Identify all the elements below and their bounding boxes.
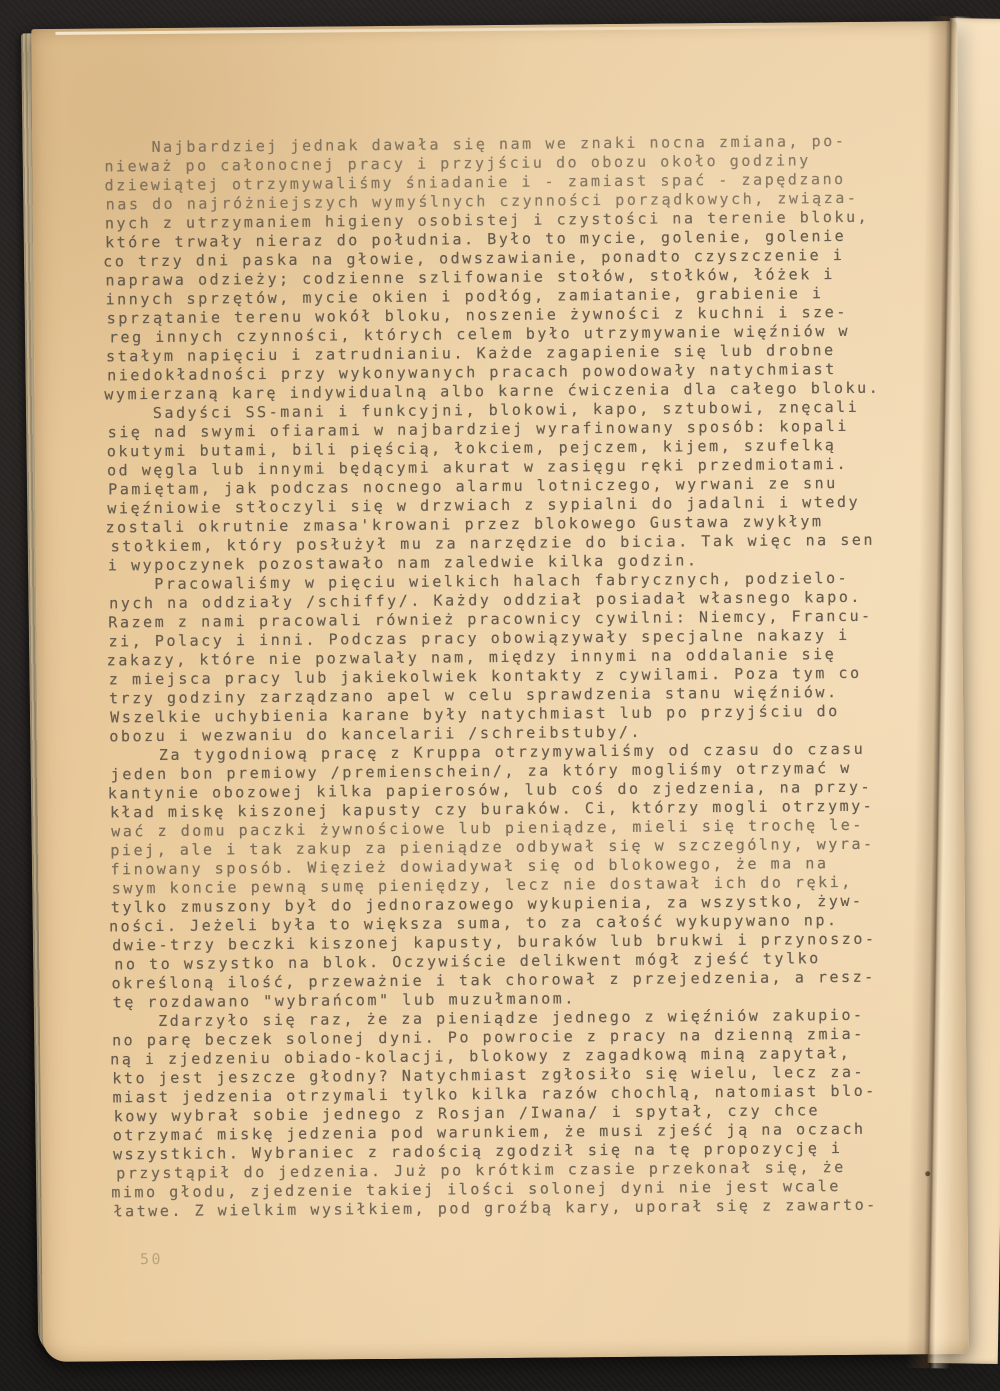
text-line: niedokładności przy wykonywanych pracach powodowały natychmiast xyxy=(107,360,837,385)
text-line: tylko zmuszony był do jednorazowego wykupienia, za wszystko, żyw- xyxy=(110,891,864,917)
text-line: określoną ilość, przeważnie i tak chorował z przejedzenia, a resz- xyxy=(111,967,876,993)
text-line: mimo głodu, zjedzenie takiej ilości solonej dyni nie jest wcale xyxy=(111,1177,842,1202)
text-line: tę rozdawano "wybrańcom" lub muzułmanom. xyxy=(112,989,576,1012)
text-line: wać z domu paczki żywnościowe lub pieniądze, mieli się trochę le- xyxy=(111,815,865,841)
text-line: co trzy dni paska na głowie, odwszawianie, ponadto czyszczenie i xyxy=(103,245,845,271)
stray-ink-dot xyxy=(925,1171,930,1176)
text-line: jeden bon premiowy /premienschein/, za który mogliśmy otrzymać w xyxy=(110,758,852,784)
text-line: nych na oddziały /schiffy/. Każdy oddział posiadał własnego kapo. xyxy=(109,587,863,613)
text-line: okutymi butami, bili pięścią, łokciem, pejczem, kijem, szufelką xyxy=(106,436,837,461)
text-line: nieważ po całonocnej pracy i przyjściu do obozu około godziny xyxy=(104,151,811,176)
text-line: wszystkich. Wybraniec z radością zgodził się na tę propozycję i xyxy=(112,1139,843,1164)
text-line: się nad swymi ofiarami w najbardziej wyrafinowany sposób: kopali xyxy=(107,416,849,442)
text-line: przystąpił do jedzenia. Już po krótkim czasie przekonał się, że xyxy=(116,1158,846,1183)
text-line: Wszelkie uchybienia karane były natychmiast lub po przyjściu do xyxy=(110,702,840,727)
text-line: otrzymać miskę jedzenia pod warunkiem, że musi zjeść ją na oczach xyxy=(112,1119,866,1145)
text-line: Razem z nami pracowali również pracownicy cywilni: Niemcy, Francu- xyxy=(108,606,873,632)
text-line: zostali okrutnie zmasa'krowani przez blokowego Gustawa zwykłym xyxy=(105,512,824,537)
text-line: kład miskę kiszonej kapusty czy buraków. Ci, którzy mogli otrzymy- xyxy=(109,796,875,822)
book-page xyxy=(31,21,969,1362)
text-line: Najbardziej jednak dawała się nam we znaki nocna zmiana, po- xyxy=(105,131,847,157)
text-line: więźniowie stłoczyli się w drzwiach z sypialni do jadalni i wtedy xyxy=(107,492,861,518)
text-line: nas do najróżniejszych wymyślnych czynności porządkowych, związa- xyxy=(105,188,859,214)
text-line: Zdarzyło się raz, że za pieniądze jednego z więźniów zakupio- xyxy=(111,1005,865,1031)
text-line: stałym napięciu i zatrudnianiu. Każde zagapienie się lub drobne xyxy=(105,341,836,366)
text-line: swym koncie pewną sumę pieniędzy, lecz nie dostawał ich do ręki, xyxy=(111,872,853,898)
text-line: stołkiem, który posłużył mu za narzędzie do bicia. Tak więc na sen xyxy=(110,530,876,556)
text-line: miast jedzenia otrzymali tylko kilka razów chochlą, natomiast blo- xyxy=(112,1081,877,1107)
text-line: ności. Jeżeli była to większa suma, to za całość wykupywano np. xyxy=(108,911,839,936)
text-line: ną i zjedzeniu obiado-kolacji, blokowy z zagadkową miną zapytał, xyxy=(110,1043,852,1069)
text-line: kto jest jeszcze głodny? Natychmiast zgłosiło się wielu, lecz za- xyxy=(112,1062,866,1088)
text-line: naprawa odzieży; codzienne szlifowanie stołów, stołków, łóżek i xyxy=(105,265,836,290)
text-line: z miejsca pracy lub jakiekolwiek kontakty z cywilami. Poza tym co xyxy=(108,663,862,689)
text-line: Za tygodniową pracę z Kruppa otrzymywaliśmy od czasu do czasu xyxy=(112,739,866,765)
text-line: piej, ale i tak zakup za pieniądze odbywał się w szczególny, wyra- xyxy=(110,834,875,860)
text-line: nych z utrzymaniem higieny osobistej i czystości na terenie bloku, xyxy=(104,207,870,233)
text-line: Pracowaliśmy w pięciu wielkich halach fabrycznych, podzielo- xyxy=(107,568,850,594)
text-line: kowy wybrał sobie jednego z Rosjan /Iwana/ i spytał, czy chce xyxy=(113,1101,821,1126)
text-line: Pamiętam, jak podczas nocnego alarmu lotniczego, wyrwani ze snu xyxy=(108,474,838,499)
text-line: no parę beczek solonej dyni. Po powrocie z pracy na dzienną zmia- xyxy=(111,1024,865,1050)
text-line: obozu i wezwaniu do kancelarii /schreibstuby/. xyxy=(109,722,643,746)
text-line: kantynie obozowej kilka papierosów, lub coś do zjedzenia, na przy- xyxy=(107,777,873,803)
text-line: zakazy, które nie pozwalały nam, między innymi na oddalanie się xyxy=(106,645,837,670)
text-line: dziewiątej otrzymywaliśmy śniadanie i - zamiast spać - zapędzano xyxy=(104,169,846,195)
text-line: od węgla lub innymi będącymi akurat w zasięgu ręki przedmiotami. xyxy=(106,454,849,480)
text-line: innych sprzętów, mycie okien i podłóg, zamiatanie, grabienie i xyxy=(105,284,824,309)
text-line: reg innych czynności, których celem było utrzymywanie więźniów w xyxy=(108,321,851,347)
text-line: dwie-trzy beczki kiszonej kapusty, buraków lub brukwi i przynoszo- xyxy=(112,929,877,955)
page-number: 50 xyxy=(139,1249,164,1269)
text-line: wymierzaną karę indywidualną albo karne ćwiczenia dla całego bloku. xyxy=(104,378,881,404)
underlying-page-edge xyxy=(55,25,855,35)
text-line: zi, Polacy i inni. Podczas pracy obowiązywały specjalne nakazy i xyxy=(108,625,850,651)
text-line: finowany sposób. Więzież dowiadywał się od blokowego, że ma na xyxy=(110,854,829,879)
text-line: Sadyści SS-mani i funkcyjni, blokowi, kapo, sztubowi, znęcali xyxy=(106,397,860,423)
text-line: no to wszystko na blok. Oczywiście delikwent mógł zjeść tylko xyxy=(114,949,821,974)
text-line: łatwe. Z wielkim wysiłkiem, pod groźbą kary, uporał się z zawarto- xyxy=(113,1195,878,1221)
text-line: sprzątanie terenu wokół bloku, noszenie żywności z kuchni i sze- xyxy=(106,302,848,328)
text-line: i wypoczynek pozostawało nam zaledwie kilka godzin. xyxy=(107,551,699,575)
typewritten-text-block xyxy=(104,131,923,1221)
text-line: które trwały nieraz do południa. Było to mycie, golenie, golenie xyxy=(104,226,847,252)
text-line: trzy godziny zarządzano apel w celu sprawdzenia stanu więźniów. xyxy=(108,683,839,708)
